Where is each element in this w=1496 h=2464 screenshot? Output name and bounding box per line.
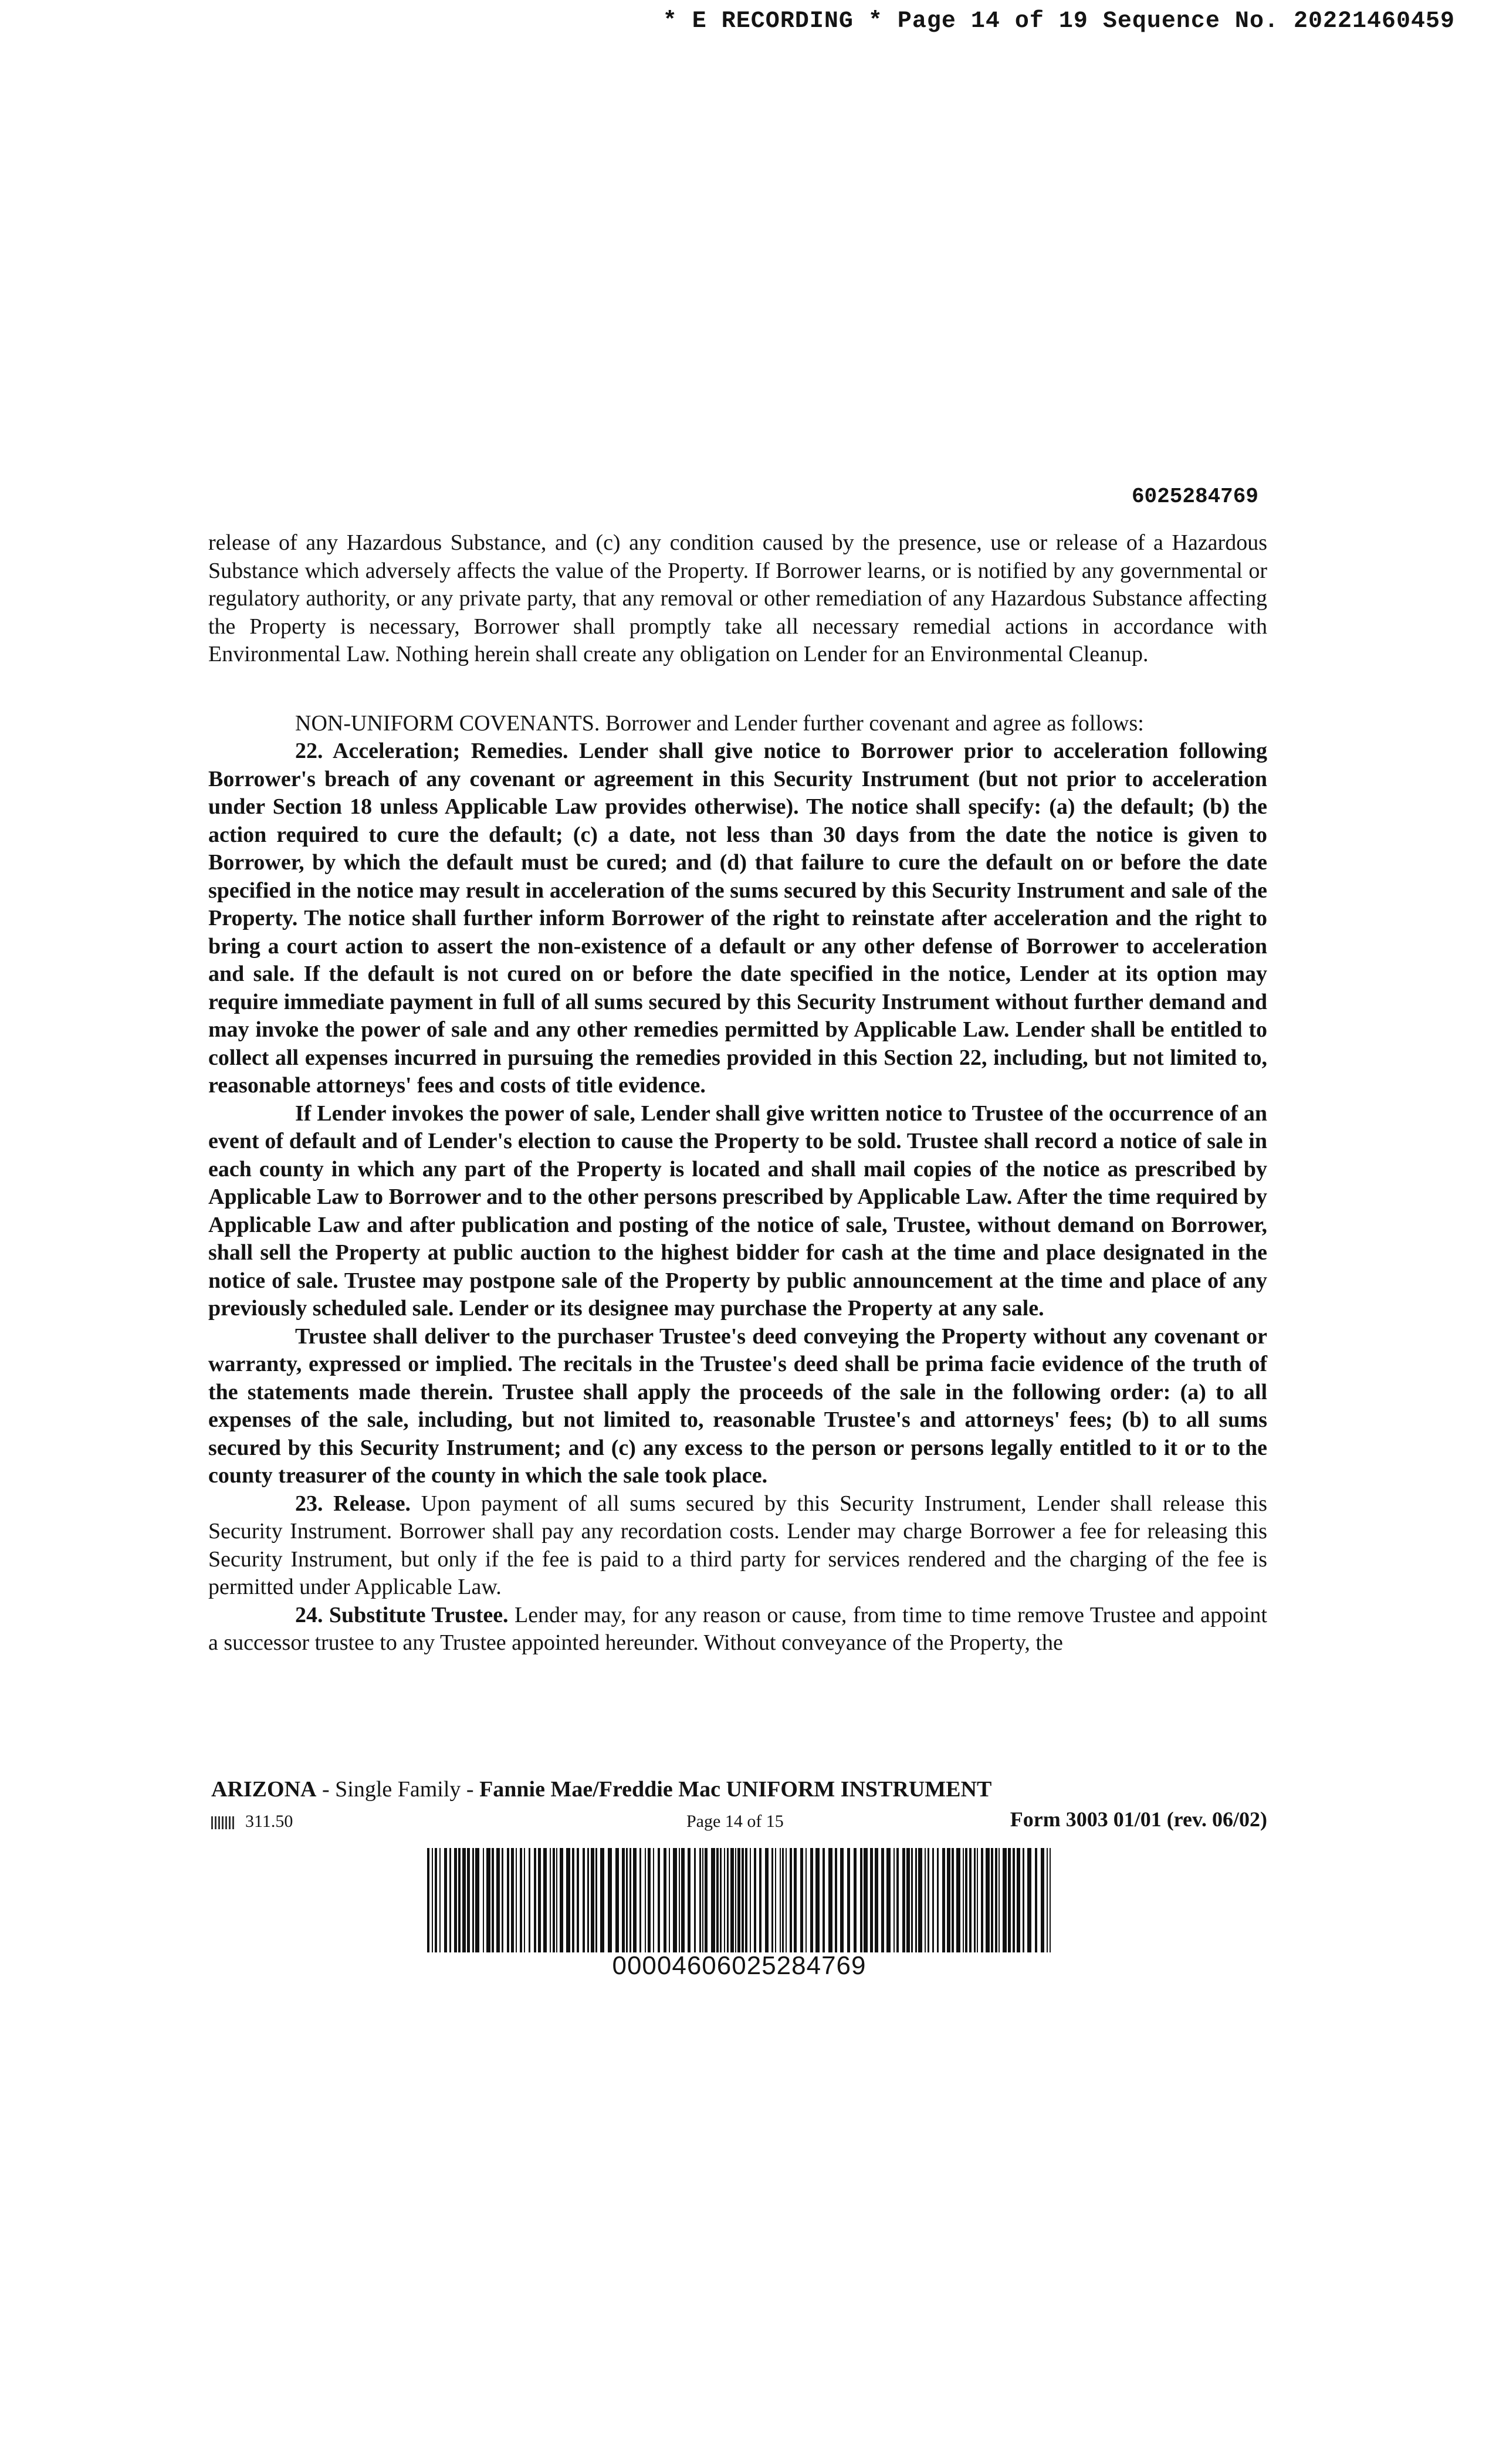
barcode-bar [591,1848,594,1952]
barcode-bar [486,1848,490,1952]
footer-details [211,1807,1267,1836]
barcode-bar [553,1848,555,1952]
barcode-bar [810,1848,813,1952]
barcode-bar [699,1848,701,1952]
vmp-logo-icon [211,1816,235,1829]
footer-page-number: Page 14 of 15 [686,1812,784,1831]
barcode-bar [449,1848,451,1952]
barcode-bar [805,1848,807,1952]
barcode-bar [688,1848,691,1952]
barcode-bar [881,1848,884,1952]
barcode-bar [587,1848,589,1952]
barcode-bar [1017,1848,1020,1952]
barcode-bar [942,1848,945,1952]
barcode-bar [653,1848,654,1952]
barcode-bar [507,1848,509,1952]
barcode-bar [658,1848,660,1952]
barcode-bar [754,1848,756,1952]
barcode-bar [516,1848,517,1952]
paragraph-acceleration-remedies: 22. Acceleration; Remedies. Lender shall give notice to Borrower prior to acceleration following Borrower's breach of any covenant or agreement in this Security Instrument (but not prior to acceleration under Section 18 unless Applicable Law provides otherwise). The notice shall specify: (a) the default; (b) the action required to cure the default; (c) a date, not less than 30 days from the date the notice is given to Borrower, by which the default must be cured; and (d) that failure to cure the default on or before the date specified in the notice may result in acceleration of the sums secured by this Security Instrument and sale of the Property. The notice shall further inform Borrower of the right to reinstate after acceleration and the right to bring a court action to assert the non-existence of a default or any other defense of Borrower to acceleration and sale. If the default is not cured on or before the date specified in the notice, Lender at its option may require immediate payment in full of all sums secured by this Security Instrument without further demand and may invoke the power of sale and any other remedies permitted by Applicable Law. Lender shall be entitled to collect all expenses incurred in pursuing the remedies provided in this Section 22, including, but not limited to, reasonable attorneys' fees and costs of title evidence. [208,739,1267,1098]
barcode-bar [925,1848,926,1952]
barcode-bar [435,1848,437,1952]
barcode-bar [847,1848,850,1952]
barcode-bar [633,1848,637,1952]
barcode-bar [600,1848,604,1952]
barcode-bar [730,1848,734,1952]
barcode-bar [492,1848,494,1952]
barcode-bar [947,1848,950,1952]
barcode-bar [626,1848,628,1952]
footer-code-text: 311.50 [245,1812,293,1831]
barcode-bar [520,1848,522,1952]
barcode-bar [965,1848,967,1952]
barcode-bar [771,1848,773,1952]
barcode-bar [918,1848,922,1952]
barcode-bar [870,1848,873,1952]
barcode-bar [1013,1848,1015,1952]
barcode-bar [956,1848,960,1952]
barcode-bar [1023,1848,1024,1952]
barcode-bar [664,1848,666,1952]
barcode-bar [794,1848,797,1952]
barcode-bar [854,1848,857,1952]
barcode-bar [583,1848,585,1952]
barcode-bar [840,1848,844,1952]
footer-description: - Single Family - [316,1777,480,1802]
barcode-bar [472,1848,474,1952]
paragraph-power-of-sale: If Lender invokes the power of sale, Lender shall give written notice to Trustee of the occurrence of an event of default and of Lender's election to cause the Property to be sold. Trustee shall record a notice of sale in each county in which any part of the Property is located and shall mail copies of the notice as prescribed by Applicable Law to Borrower and to the other persons prescribed by Applicable Law. After the time required by Applicable Law and after publication and posting of the notice of sale, Trustee, without demand on Borrower, shall sell the Property at public auction to the highest bidder for cash at the time and place designated in the notice of sale. Trustee may postpone sale of the Property by public announcement at the time and place of any previously scheduled sale. Lender or its designee may purchase the Property at any sale. [208,1101,1267,1321]
release-text: Upon payment of all sums secured by this Security Instrument, Lender shall release this Security Instrument. Borrower shall pay any recordation costs. Lender may charge Borrower a fee for releasing this Security Instrument, but only if the fee is paid to a third party for services rendered and the charging of the fee is permitted under Applicable Law. [208,1491,1267,1599]
barcode-bar [639,1848,641,1952]
barcode-bar [952,1848,954,1952]
barcode-bar [427,1848,429,1952]
barcode-bar [977,1848,978,1952]
barcode-bar [1027,1848,1031,1952]
release-heading: 23. Release. [295,1491,411,1516]
barcode-bar [560,1848,563,1952]
barcode-bar [595,1848,597,1952]
barcode-bar [991,1848,993,1952]
barcode-bar [577,1848,579,1952]
barcode-bar [969,1848,972,1952]
barcode-number: 00004606025284769 [612,1951,867,1980]
barcode-bar [745,1848,747,1952]
barcode-bar [886,1848,891,1952]
barcode-bar [502,1848,503,1952]
barcode-bar [759,1848,761,1952]
barcode-bar [790,1848,792,1952]
barcode-bar [906,1848,910,1952]
barcode-bar [1003,1848,1007,1952]
barcode-bar [915,1848,917,1952]
barcode-bar [963,1848,964,1952]
document-body [208,529,1267,1657]
barcode-bar [716,1848,719,1952]
barcode-bar [534,1848,536,1952]
barcode-bar [896,1848,899,1952]
barcode-bar [629,1848,631,1952]
barcode-icon [427,1848,1051,1952]
barcode-bar [902,1848,905,1952]
barcode-bar [724,1848,725,1952]
barcode-bar [775,1848,776,1952]
barcode-bar [750,1848,751,1952]
barcode-bar [524,1848,525,1952]
barcode-bar [828,1848,832,1952]
barcode-bar [815,1848,820,1952]
barcode-bar [780,1848,781,1952]
barcode-bar [999,1848,1000,1952]
barcode-bar [1035,1848,1037,1952]
substitute-trustee-heading: 24. Substitute Trustee. [295,1602,509,1627]
barcode-bar [705,1848,708,1952]
barcode-bar [932,1848,934,1952]
barcode-bar [432,1848,433,1952]
barcode-bar [669,1848,670,1952]
barcode-bar [444,1848,447,1952]
barcode-bar [974,1848,976,1952]
barcode-bar [711,1848,715,1952]
barcode-bar [1047,1848,1048,1952]
barcode-bar [875,1848,878,1952]
barcode-bar [572,1848,574,1952]
barcode-bar [694,1848,696,1952]
barcode-bar [543,1848,547,1952]
barcode-bar [648,1848,651,1952]
barcode-bar [1008,1848,1011,1952]
barcode-bar [800,1848,803,1952]
barcode-bar [608,1848,612,1952]
barcode-bar [458,1848,461,1952]
footer-instrument: Fannie Mae/Freddie Mac UNIFORM INSTRUMENT [479,1777,992,1802]
barcode-bar [1050,1848,1051,1952]
barcode-bar [937,1848,939,1952]
barcode-bar [615,1848,619,1952]
barcode-bar [860,1848,862,1952]
paragraph-release [208,1490,1267,1602]
barcode-bar [742,1848,744,1952]
barcode-bar [645,1848,646,1952]
barcode-bar [928,1848,929,1952]
barcode-bar [986,1848,990,1952]
barcode-bar [765,1848,769,1952]
barcode-bar [550,1848,551,1952]
paragraph-trustee-deed: Trustee shall deliver to the purchaser Trustee's deed conveying the Property without any covenant or warranty, expressed or implied. The recitals in the Trustee's deed shall be prima facie evidence of the truth of the statements made therein. Trustee shall apply the proceeds of the sale in the following order: (a) to all expenses of the sale, including, but not limited to, reasonable Trustee's and attorneys' fees; (b) to all sums secured by this Security Instrument; and (c) any excess to the person or persons legally entitled to it or to the county treasurer of the county in which the sale took place. [208,1324,1267,1488]
barcode-bar [737,1848,740,1952]
paragraph-non-uniform-covenants: NON-UNIFORM COVENANTS. Borrower and Lender further covenant and agree as follows: [295,710,1144,736]
barcode-bar [893,1848,895,1952]
barcode-bar [782,1848,784,1952]
barcode-bar [483,1848,484,1952]
paragraph-hazardous-substance: release of any Hazardous Substance, and (c) any condition caused by the presence, use or release of a Hazardous Substance which adversely affects the value of the Property. If Borrower learns, or is notified by any governmental or regulatory authority, or any private party, that any removal or other remediation of any Hazardous Substance affecting the Property is necessary, Borrower shall promptly take all necessary remedial actions in accordance with Environmental Law. Nothing herein shall create any obligation on Lender for an Environmental Cleanup. [208,530,1267,666]
barcode-bar [864,1848,868,1952]
footer-form-number: Form 3003 01/01 (rev. 06/02) [1010,1808,1267,1831]
barcode-bar [681,1848,685,1952]
barcode-bar [462,1848,466,1952]
barcode-bar [622,1848,625,1952]
barcode-bar [823,1848,825,1952]
barcode-bar [454,1848,457,1952]
barcode-bar [995,1848,997,1952]
barcode-bar [439,1848,441,1952]
loan-number: 6025284769 [1131,485,1258,509]
barcode-bar [556,1848,557,1952]
footer-state: ARIZONA [211,1777,317,1802]
barcode-bar [702,1848,703,1952]
barcode-bar [911,1848,913,1952]
barcode-bar [511,1848,514,1952]
barcode-bar [679,1848,680,1952]
barcode-bar [467,1848,470,1952]
barcode-bar [475,1848,479,1952]
substitute-trustee-text: Lender may, for any reason or cause, from time to time remove Trustee and appoint a successor trustee to any Trustee appointed hereunder. Without conveyance of the Property, the [208,1602,1267,1655]
footer-title [211,1776,991,1802]
barcode-bar [566,1848,570,1952]
barcode-bar [727,1848,729,1952]
barcode-bar [1041,1848,1044,1952]
barcode-bar [538,1848,541,1952]
barcode-bar [735,1848,736,1952]
barcode-bar [673,1848,677,1952]
paragraph-substitute-trustee [208,1602,1267,1657]
footer-form-code [211,1812,293,1832]
barcode-bar [720,1848,722,1952]
barcode-bar [981,1848,983,1952]
barcode-bar [529,1848,530,1952]
barcode-bar [786,1848,787,1952]
recording-header: * E RECORDING * Page 14 of 19 Sequence No. 20221460459 [662,8,1455,35]
barcode-bar [496,1848,500,1952]
barcode-bar [835,1848,837,1952]
